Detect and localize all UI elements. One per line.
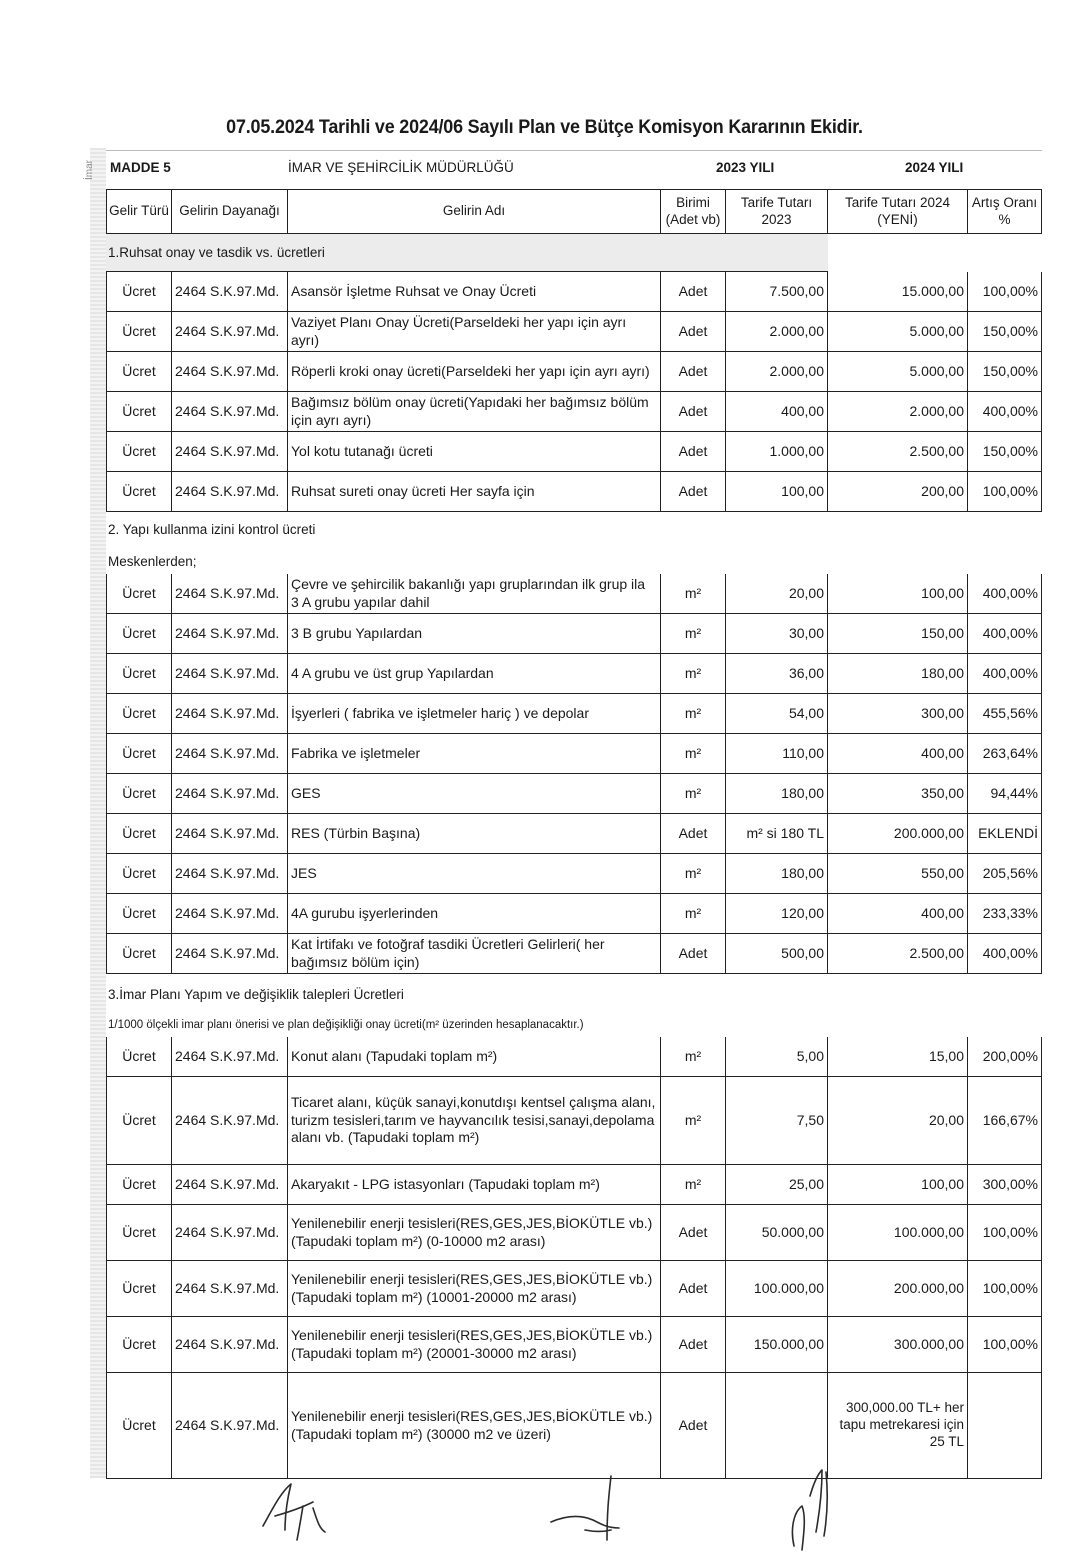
tarife-2024-cell: 5.000,00	[828, 312, 968, 352]
tarife-2023-cell: 400,00	[726, 392, 828, 432]
dayanak-cell: 2464 S.K.97.Md.	[172, 472, 288, 512]
gelir-turu-cell: Ücret	[106, 1205, 172, 1261]
artis-cell: 400,00%	[968, 654, 1042, 694]
artis-cell: 300,00%	[968, 1165, 1042, 1205]
gelir-adi-cell: GES	[288, 774, 661, 814]
col-header-gelir-turu: Gelir Türü	[106, 189, 172, 234]
table-row	[106, 774, 1042, 814]
signature-1	[255, 1478, 345, 1548]
artis-cell: 166,67%	[968, 1077, 1042, 1165]
side-label: İmar	[84, 160, 95, 180]
gelir-turu-cell: Ücret	[106, 1077, 172, 1165]
tarife-2024-cell: 2.500,00	[828, 934, 968, 974]
table-row	[106, 472, 1042, 512]
gelir-adi-cell: Yenilenebilir enerji tesisleri(RES,GES,JES,BİOKÜTLE vb.) (Tapudaki toplam m²) (0-10000 m2 arası)	[288, 1205, 661, 1261]
tarife-2023-cell: 7,50	[726, 1077, 828, 1165]
signature-2	[545, 1470, 645, 1550]
gelir-turu-cell: Ücret	[106, 854, 172, 894]
col-header-tarife-2023: Tarife Tutarı 2023	[726, 189, 828, 234]
birim-cell: m²	[661, 894, 726, 934]
tarife-2024-cell: 550,00	[828, 854, 968, 894]
tarife-2023-cell: 110,00	[726, 734, 828, 774]
birim-cell: Adet	[661, 1205, 726, 1261]
gelir-turu-cell: Ücret	[106, 392, 172, 432]
tarife-2024-cell: 180,00	[828, 654, 968, 694]
birim-cell: Adet	[661, 272, 726, 312]
scan-side-strip	[90, 148, 106, 1478]
dayanak-cell: 2464 S.K.97.Md.	[172, 272, 288, 312]
gelir-adi-cell: İşyerleri ( fabrika ve işletmeler hariç ) ve depolar	[288, 694, 661, 734]
gelir-turu-cell: Ücret	[106, 734, 172, 774]
tarife-2023-cell: 20,00	[726, 574, 828, 614]
birim-cell: m²	[661, 854, 726, 894]
tarife-2024-cell: 350,00	[828, 774, 968, 814]
year-2024-label: 2024 YILI	[905, 160, 964, 175]
gelir-turu-cell: Ücret	[106, 352, 172, 392]
birim-cell: m²	[661, 654, 726, 694]
tarife-2024-cell: 150,00	[828, 614, 968, 654]
table-row	[106, 1373, 1042, 1479]
tarife-2024-cell: 15.000,00	[828, 272, 968, 312]
table-row	[106, 894, 1042, 934]
dayanak-cell: 2464 S.K.97.Md.	[172, 774, 288, 814]
birim-cell: m²	[661, 694, 726, 734]
tarife-2024-cell: 2.500,00	[828, 432, 968, 472]
table-row	[106, 272, 1042, 312]
tarife-2023-cell: 500,00	[726, 934, 828, 974]
dayanak-cell: 2464 S.K.97.Md.	[172, 574, 288, 614]
tarife-2024-cell: 200,00	[828, 472, 968, 512]
signature-3	[780, 1466, 850, 1556]
col-header-gelir-adi: Gelirin Adı	[288, 189, 661, 234]
col-header-dayanak: Gelirin Dayanağı	[172, 189, 288, 234]
birim-cell: Adet	[661, 392, 726, 432]
dayanak-cell: 2464 S.K.97.Md.	[172, 854, 288, 894]
birim-cell: Adet	[661, 1317, 726, 1373]
birim-cell: m²	[661, 734, 726, 774]
artis-cell: 100,00%	[968, 1317, 1042, 1373]
gelir-adi-cell: RES (Türbin Başına)	[288, 814, 661, 854]
artis-cell: 400,00%	[968, 934, 1042, 974]
tarife-2024-cell: 100,00	[828, 1165, 968, 1205]
tarife-2024-cell: 200.000,00	[828, 1261, 968, 1317]
gelir-adi-cell: Ticaret alanı, küçük sanayi,konutdışı kentsel çalışma alanı, turizm tesisleri,tarım ve hayvancılık tesisi,sanayi,depolama alanı vb. (Tapudaki toplam m²)	[288, 1077, 661, 1165]
table-row	[106, 1317, 1042, 1373]
birim-cell: Adet	[661, 1261, 726, 1317]
table-row	[106, 352, 1042, 392]
gelir-turu-cell: Ücret	[106, 814, 172, 854]
col-header-birim: Birimi (Adet vb)	[661, 189, 726, 234]
artis-cell: EKLENDİ	[968, 814, 1042, 854]
birim-cell: m²	[661, 1037, 726, 1077]
gelir-turu-cell: Ücret	[106, 432, 172, 472]
artis-cell: 263,64%	[968, 734, 1042, 774]
tarife-2024-cell: 200.000,00	[828, 814, 968, 854]
table-row	[106, 814, 1042, 854]
header-rule	[106, 150, 1042, 151]
dayanak-cell: 2464 S.K.97.Md.	[172, 814, 288, 854]
table-row	[106, 574, 1042, 614]
artis-cell: 400,00%	[968, 574, 1042, 614]
col-header-artis: Artış Oranı %	[968, 189, 1042, 234]
section-heading-2: 2. Yapı kullanma izini kontrol ücreti	[108, 521, 316, 537]
section-heading-1: 1.Ruhsat onay ve tasdik vs. ücretleri	[106, 234, 828, 272]
table-row	[106, 614, 1042, 654]
gelir-adi-cell: Yol kotu tutanağı ücreti	[288, 432, 661, 472]
gelir-adi-cell: JES	[288, 854, 661, 894]
dayanak-cell: 2464 S.K.97.Md.	[172, 694, 288, 734]
table-row	[106, 934, 1042, 974]
article-label: MADDE 5	[110, 160, 171, 175]
gelir-turu-cell: Ücret	[106, 694, 172, 734]
tarife-2024-cell: 100.000,00	[828, 1205, 968, 1261]
artis-cell: 100,00%	[968, 1261, 1042, 1317]
birim-cell: m²	[661, 1165, 726, 1205]
birim-cell: Adet	[661, 1373, 726, 1479]
table-row	[106, 1261, 1042, 1317]
artis-cell: 100,00%	[968, 1205, 1042, 1261]
gelir-turu-cell: Ücret	[106, 472, 172, 512]
artis-cell: 100,00%	[968, 472, 1042, 512]
dayanak-cell: 2464 S.K.97.Md.	[172, 614, 288, 654]
dayanak-cell: 2464 S.K.97.Md.	[172, 1077, 288, 1165]
gelir-turu-cell: Ücret	[106, 654, 172, 694]
tarife-2023-cell: 50.000,00	[726, 1205, 828, 1261]
dayanak-cell: 2464 S.K.97.Md.	[172, 934, 288, 974]
tarife-2023-cell: 100,00	[726, 472, 828, 512]
gelir-adi-cell: Yenilenebilir enerji tesisleri(RES,GES,JES,BİOKÜTLE vb.) (Tapudaki toplam m²) (20001-30000 m2 arası)	[288, 1317, 661, 1373]
gelir-adi-cell: Röperli kroki onay ücreti(Parseldeki her yapı için ayrı ayrı)	[288, 352, 661, 392]
dayanak-cell: 2464 S.K.97.Md.	[172, 392, 288, 432]
gelir-turu-cell: Ücret	[106, 1317, 172, 1373]
gelir-turu-cell: Ücret	[106, 1373, 172, 1479]
tarife-2024-cell: 400,00	[828, 734, 968, 774]
tarife-2023-cell: 120,00	[726, 894, 828, 934]
tarife-2024-cell: 15,00	[828, 1037, 968, 1077]
gelir-turu-cell: Ücret	[106, 574, 172, 614]
dayanak-cell: 2464 S.K.97.Md.	[172, 1261, 288, 1317]
artis-cell: 400,00%	[968, 614, 1042, 654]
tarife-2024-cell: 400,00	[828, 894, 968, 934]
tarife-2024-cell: 300.000,00	[828, 1317, 968, 1373]
gelir-turu-cell: Ücret	[106, 1261, 172, 1317]
gelir-adi-cell: Fabrika ve işletmeler	[288, 734, 661, 774]
gelir-adi-cell: 4 A grubu ve üst grup Yapılardan	[288, 654, 661, 694]
tarife-2023-cell: 100.000,00	[726, 1261, 828, 1317]
tarife-2024-cell: 300,000.00 TL+ her tapu metrekaresi için 25 TL	[828, 1373, 968, 1479]
table-row	[106, 312, 1042, 352]
gelir-turu-cell: Ücret	[106, 894, 172, 934]
tarife-2023-cell: 180,00	[726, 854, 828, 894]
tarife-2023-cell: 7.500,00	[726, 272, 828, 312]
gelir-turu-cell: Ücret	[106, 312, 172, 352]
tarife-2023-cell: 2.000,00	[726, 352, 828, 392]
table-header-row	[106, 189, 1042, 234]
gelir-turu-cell: Ücret	[106, 774, 172, 814]
dayanak-cell: 2464 S.K.97.Md.	[172, 432, 288, 472]
dayanak-cell: 2464 S.K.97.Md.	[172, 352, 288, 392]
gelir-adi-cell: Asansör İşletme Ruhsat ve Onay Ücreti	[288, 272, 661, 312]
tarife-2024-cell: 5.000,00	[828, 352, 968, 392]
gelir-turu-cell: Ücret	[106, 614, 172, 654]
dayanak-cell: 2464 S.K.97.Md.	[172, 1317, 288, 1373]
dayanak-cell: 2464 S.K.97.Md.	[172, 1165, 288, 1205]
table-row	[106, 432, 1042, 472]
department-label: İMAR VE ŞEHİRCİLİK MÜDÜRLÜĞÜ	[288, 160, 514, 175]
table-row	[106, 854, 1042, 894]
gelir-adi-cell: Çevre ve şehircilik bakanlığı yapı gruplarından ilk grup ila 3 A grubu yapılar dahil	[288, 574, 661, 614]
section-heading-3: 3.İmar Planı Yapım ve değişiklik talepleri Ücretleri	[108, 986, 404, 1002]
year-2023-label: 2023 YILI	[716, 160, 775, 175]
artis-cell	[968, 1373, 1042, 1479]
birim-cell: Adet	[661, 352, 726, 392]
birim-cell: Adet	[661, 934, 726, 974]
artis-cell: 150,00%	[968, 312, 1042, 352]
gelir-adi-cell: Akaryakıt - LPG istasyonları (Tapudaki toplam m²)	[288, 1165, 661, 1205]
tarife-2023-cell: 30,00	[726, 614, 828, 654]
birim-cell: Adet	[661, 312, 726, 352]
gelir-adi-cell: Yenilenebilir enerji tesisleri(RES,GES,JES,BİOKÜTLE vb.) (Tapudaki toplam m²) (30000 m2 ve üzeri)	[288, 1373, 661, 1479]
gelir-turu-cell: Ücret	[106, 1165, 172, 1205]
tarife-2023-cell	[726, 1373, 828, 1479]
artis-cell: 150,00%	[968, 432, 1042, 472]
gelir-adi-cell: Bağımsız bölüm onay ücreti(Yapıdaki her bağımsız bölüm için ayrı ayrı)	[288, 392, 661, 432]
section-subheading-2: Meskenlerden;	[108, 554, 197, 569]
birim-cell: m²	[661, 574, 726, 614]
gelir-adi-cell: Kat İrtifakı ve fotoğraf tasdiki Ücretleri Gelirleri( her bağımsız bölüm için)	[288, 934, 661, 974]
table-row	[106, 694, 1042, 734]
dayanak-cell: 2464 S.K.97.Md.	[172, 734, 288, 774]
birim-cell: Adet	[661, 472, 726, 512]
artis-cell: 94,44%	[968, 774, 1042, 814]
col-header-tarife-2024: Tarife Tutarı 2024 (YENİ)	[828, 189, 968, 234]
tarife-2023-cell: m² si 180 TL	[726, 814, 828, 854]
birim-cell: Adet	[661, 814, 726, 854]
table-row	[106, 734, 1042, 774]
artis-cell: 400,00%	[968, 392, 1042, 432]
dayanak-cell: 2464 S.K.97.Md.	[172, 312, 288, 352]
gelir-turu-cell: Ücret	[106, 1037, 172, 1077]
dayanak-cell: 2464 S.K.97.Md.	[172, 1205, 288, 1261]
tarife-2023-cell: 25,00	[726, 1165, 828, 1205]
dayanak-cell: 2464 S.K.97.Md.	[172, 1037, 288, 1077]
table-row	[106, 1037, 1042, 1077]
artis-cell: 200,00%	[968, 1037, 1042, 1077]
section-subheading-3: 1/1000 ölçekli imar planı önerisi ve plan değişikliği onay ücreti(m² üzerinden hesaplanacaktır.)	[108, 1019, 584, 1031]
table-row	[106, 1205, 1042, 1261]
tarife-2024-cell: 2.000,00	[828, 392, 968, 432]
tarife-2024-cell: 100,00	[828, 574, 968, 614]
tarife-2023-cell: 36,00	[726, 654, 828, 694]
gelir-adi-cell: 4A gurubu işyerlerinden	[288, 894, 661, 934]
gelir-adi-cell: Ruhsat sureti onay ücreti Her sayfa için	[288, 472, 661, 512]
tarife-2024-cell: 20,00	[828, 1077, 968, 1165]
birim-cell: Adet	[661, 432, 726, 472]
dayanak-cell: 2464 S.K.97.Md.	[172, 1373, 288, 1479]
table-row	[106, 1077, 1042, 1165]
table-row	[106, 1165, 1042, 1205]
artis-cell: 233,33%	[968, 894, 1042, 934]
birim-cell: m²	[661, 1077, 726, 1165]
tarife-2024-cell: 300,00	[828, 694, 968, 734]
artis-cell: 100,00%	[968, 272, 1042, 312]
tarife-2023-cell: 150.000,00	[726, 1317, 828, 1373]
document-title: 07.05.2024 Tarihli ve 2024/06 Sayılı Plan ve Bütçe Komisyon Kararının Ekidir.	[226, 116, 863, 138]
birim-cell: m²	[661, 614, 726, 654]
gelir-turu-cell: Ücret	[106, 272, 172, 312]
gelir-adi-cell: Yenilenebilir enerji tesisleri(RES,GES,JES,BİOKÜTLE vb.) (Tapudaki toplam m²) (10001-20000 m2 arası)	[288, 1261, 661, 1317]
gelir-adi-cell: Konut alanı (Tapudaki toplam m²)	[288, 1037, 661, 1077]
gelir-adi-cell: Vaziyet Planı Onay Ücreti(Parseldeki her yapı için ayrı ayrı)	[288, 312, 661, 352]
table-row	[106, 392, 1042, 432]
tarife-2023-cell: 180,00	[726, 774, 828, 814]
artis-cell: 205,56%	[968, 854, 1042, 894]
gelir-turu-cell: Ücret	[106, 934, 172, 974]
artis-cell: 455,56%	[968, 694, 1042, 734]
tarife-2023-cell: 54,00	[726, 694, 828, 734]
table-row	[106, 654, 1042, 694]
tarife-2023-cell: 2.000,00	[726, 312, 828, 352]
tarife-2023-cell: 5,00	[726, 1037, 828, 1077]
tarife-2023-cell: 1.000,00	[726, 432, 828, 472]
dayanak-cell: 2464 S.K.97.Md.	[172, 894, 288, 934]
artis-cell: 150,00%	[968, 352, 1042, 392]
birim-cell: m²	[661, 774, 726, 814]
dayanak-cell: 2464 S.K.97.Md.	[172, 654, 288, 694]
gelir-adi-cell: 3 B grubu Yapılardan	[288, 614, 661, 654]
